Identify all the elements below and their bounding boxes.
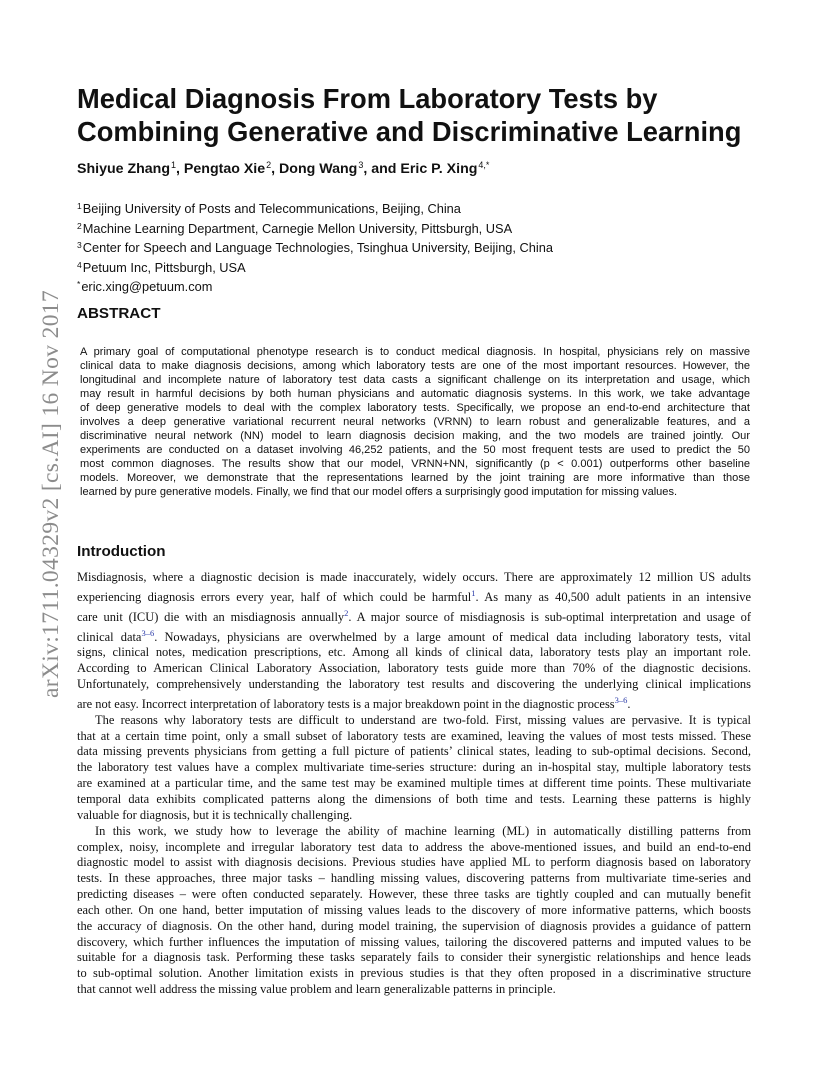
affiliation-mark: * (77, 279, 81, 289)
body-line: each other. On one hand, better imputation of missing values leads to the discovery of more informative patterns, which boosts (77, 902, 751, 917)
arxiv-sidebar (20, 290, 64, 760)
body-line: clinical data$^{3-6}$. Nowadays, physicians are overwhelmed by a large amount of medical data including laboratory tests, vital (77, 627, 751, 644)
paper-title (77, 82, 777, 148)
abstract-line: may result in harmful decisions by both human physicians and automatic diagnosis systems. In this work, we take advantage (80, 388, 750, 401)
affiliation-text: Machine Learning Department, Carnegie Mellon University, Pittsburgh, USA (82, 220, 513, 236)
body-line: care unit (ICU) die with an misdiagnosis annually$^2$. A major source of misdiagnosis is sub-optimal interpretation and usage of (77, 607, 751, 624)
introduction-heading: Introduction (77, 543, 166, 560)
author-mark: 1 (171, 160, 177, 170)
author-separator: , (271, 161, 280, 177)
author-mark: 4,* (478, 160, 490, 170)
body-line: tests. In these approaches, three major tasks – handling missing values, discovering patterns from multivariate time-series and (77, 871, 751, 886)
author-name: Pengtao Xie (183, 161, 266, 177)
body-line: data missing prevents physicians from getting a full picture of patients’ clinical states, leading to sub-optimal decisions. Second, (77, 744, 751, 759)
introduction-body (77, 570, 751, 998)
author-list (77, 160, 489, 177)
citation-link[interactable]: 3–6 (614, 694, 628, 705)
abstract-heading: ABSTRACT (77, 305, 161, 322)
author-name: Shiyue Zhang (77, 161, 171, 177)
affiliation-text: Beijing University of Posts and Telecommunications, Beijing, China (82, 201, 461, 216)
body-line: complex, noisy, incomplete and irregular laboratory test data to address the above-mentioned issues, and build an end-to-end (77, 839, 751, 854)
affiliation (77, 276, 553, 296)
body-line: predicting diseases – were often conducted separately. However, these three tasks are tightly coupled and can mutually benefit (77, 887, 751, 902)
abstract-line: discriminative neural network (NN) model to learn diagnosis decision making, and the two models are trained jointly. Our (80, 430, 750, 443)
body-line: the accuracy of diagnosis. On the other hand, during model training, the supervision of diagnosis provides a guidance of pattern (77, 918, 751, 933)
body-line: the laboratory test values have a complex multivariate time-series structure: during an in-hospital stay, multiple laboratory tests (77, 760, 751, 775)
abstract-line: most common diagnoses. The results show that our model, VRNN+NN, significantly (p < 0.001) outperforms other baseline (80, 458, 750, 471)
abstract-line: of deep generative models to deal with the complex laboratory tests. Specifically, we propose an end-to-end architecture that (80, 402, 750, 415)
body-line: suitable for a diagnosis task. Performing these tasks separately fails to consider their synergistic relationships and hence leads (77, 950, 751, 965)
abstract-line: clinical data to make diagnosis decisions, among which laboratory tests are one of the most important resources. However, the (80, 360, 750, 373)
body-line: Unfortunately, comprehensively understanding the laboratory test results and discovering the underlying clinical implications (77, 677, 751, 692)
author-separator: , and (363, 161, 401, 177)
author-name: Eric P. Xing (400, 161, 478, 177)
body-line: experiencing diagnosis errors every year, half of which could be harmful$^1$. As many as 40,500 adult patients in an intensive (77, 587, 752, 604)
title-line: Medical Diagnosis From Laboratory Tests by (77, 83, 658, 114)
body-line: The reasons why laboratory tests are difficult to understand are two-fold. First, missing values are pervasive. It is typical (95, 712, 751, 727)
affiliation (77, 237, 553, 257)
author-mark: 3 (358, 160, 364, 170)
body-line: that cannot well address the missing value problem and learn generalizable patterns in principle. (77, 982, 556, 997)
body-line: valuable for diagnosis, but it is technically challenging. (77, 807, 353, 822)
body-line: that at a certain time point, only a small subset of laboratory tests are examined, leaving the values of most tests missed. These (77, 728, 751, 743)
body-line: temporal data exhibits complicated patterns along the dimensions of both time and tests. Learning these patterns is highly (77, 791, 751, 806)
abstract-line: experiments are conducted on a dataset involving 46,252 patients, and the 50 most frequent tests are used to predict the 50 (80, 444, 750, 457)
body-line: are not easy. Incorrect interpretation of laboratory tests is a major breakdown point in the diagnostic process$^{3-6}$. (77, 694, 631, 711)
author-name: Dong Wang (279, 161, 358, 177)
body-line: are examined at a particular time, and the same test may be examined multiple times at different time points. These multivariate (77, 776, 751, 791)
body-line: Misdiagnosis, where a diagnostic decision is made inaccurately, widely occurs. There are approximately 12 million US adults (77, 570, 751, 584)
citation-link[interactable]: 2 (344, 607, 349, 618)
abstract-line: A primary goal of computational phenotype research is to conduct medical diagnosis. In hospital, physicians rely on massive (80, 346, 750, 358)
abstract-line: involves a deep generative variational recurrent neural networks (VRNN) to learn robust and generalizable features, and a (80, 416, 750, 429)
affiliation-mark: 4 (77, 259, 82, 270)
contact-email: eric.xing@petuum.com (81, 279, 213, 294)
body-line: In this work, we study how to leverage the ability of machine learning (ML) in automatically distilling patterns from (95, 823, 751, 838)
affiliation-mark: 2 (77, 220, 82, 231)
abstract-line: models. Moreover, we demonstrate that the representations learned by the joint training are more informative than those (80, 472, 750, 485)
abstract-line: learned by pure generative models. Finally, we find that our model offers a surprisingly good imputation for missing values. (80, 486, 678, 499)
affiliation (77, 198, 553, 218)
body-line: discovery, which further influences the imputation of missing values, tailoring the discovered patterns and imputed values to be (77, 934, 751, 949)
title-line: Combining Generative and Discriminative Learning (77, 116, 742, 147)
body-line: signs, clinical notes, medication prescriptions, etc. Among all kinds of clinical data, laboratory tests play an important role. (77, 645, 751, 660)
body-line: According to American Clinical Laboratory Association, laboratory tests guide more than 70% of the diagnostic decisions. (77, 661, 751, 676)
affiliation-text: Petuum Inc, Pittsburgh, USA (82, 259, 246, 275)
affiliation-mark: 1 (77, 201, 82, 211)
affiliation (77, 257, 553, 277)
arxiv-identifier-stamp: arXiv:1711.04329v2 [cs.AI] 16 Nov 2017 (38, 290, 64, 698)
citation-link[interactable]: 3–6 (141, 627, 155, 638)
body-line: to sub-optimal solution. Another limitation exists in previous studies is that they often proposed in a discriminative structure (77, 966, 751, 981)
affiliation-list (77, 198, 553, 296)
author-mark: 2 (266, 160, 272, 170)
affiliation-mark: 3 (77, 240, 82, 250)
author-separator: , (176, 161, 184, 177)
abstract-body (80, 345, 750, 500)
body-line: diagnostic model to assist with diagnosis decisions. Previous studies have applied ML to perform diagnosis based on laboratory (77, 855, 751, 870)
affiliation-text: Center for Speech and Language Technologies, Tsinghua University, Beijing, China (82, 240, 553, 255)
abstract-line: longitudinal and incomplete nature of laboratory test data casts a significant challenge on its interpretation and usage, which (80, 374, 750, 387)
affiliation (77, 218, 553, 238)
citation-link[interactable]: 1 (471, 587, 476, 598)
